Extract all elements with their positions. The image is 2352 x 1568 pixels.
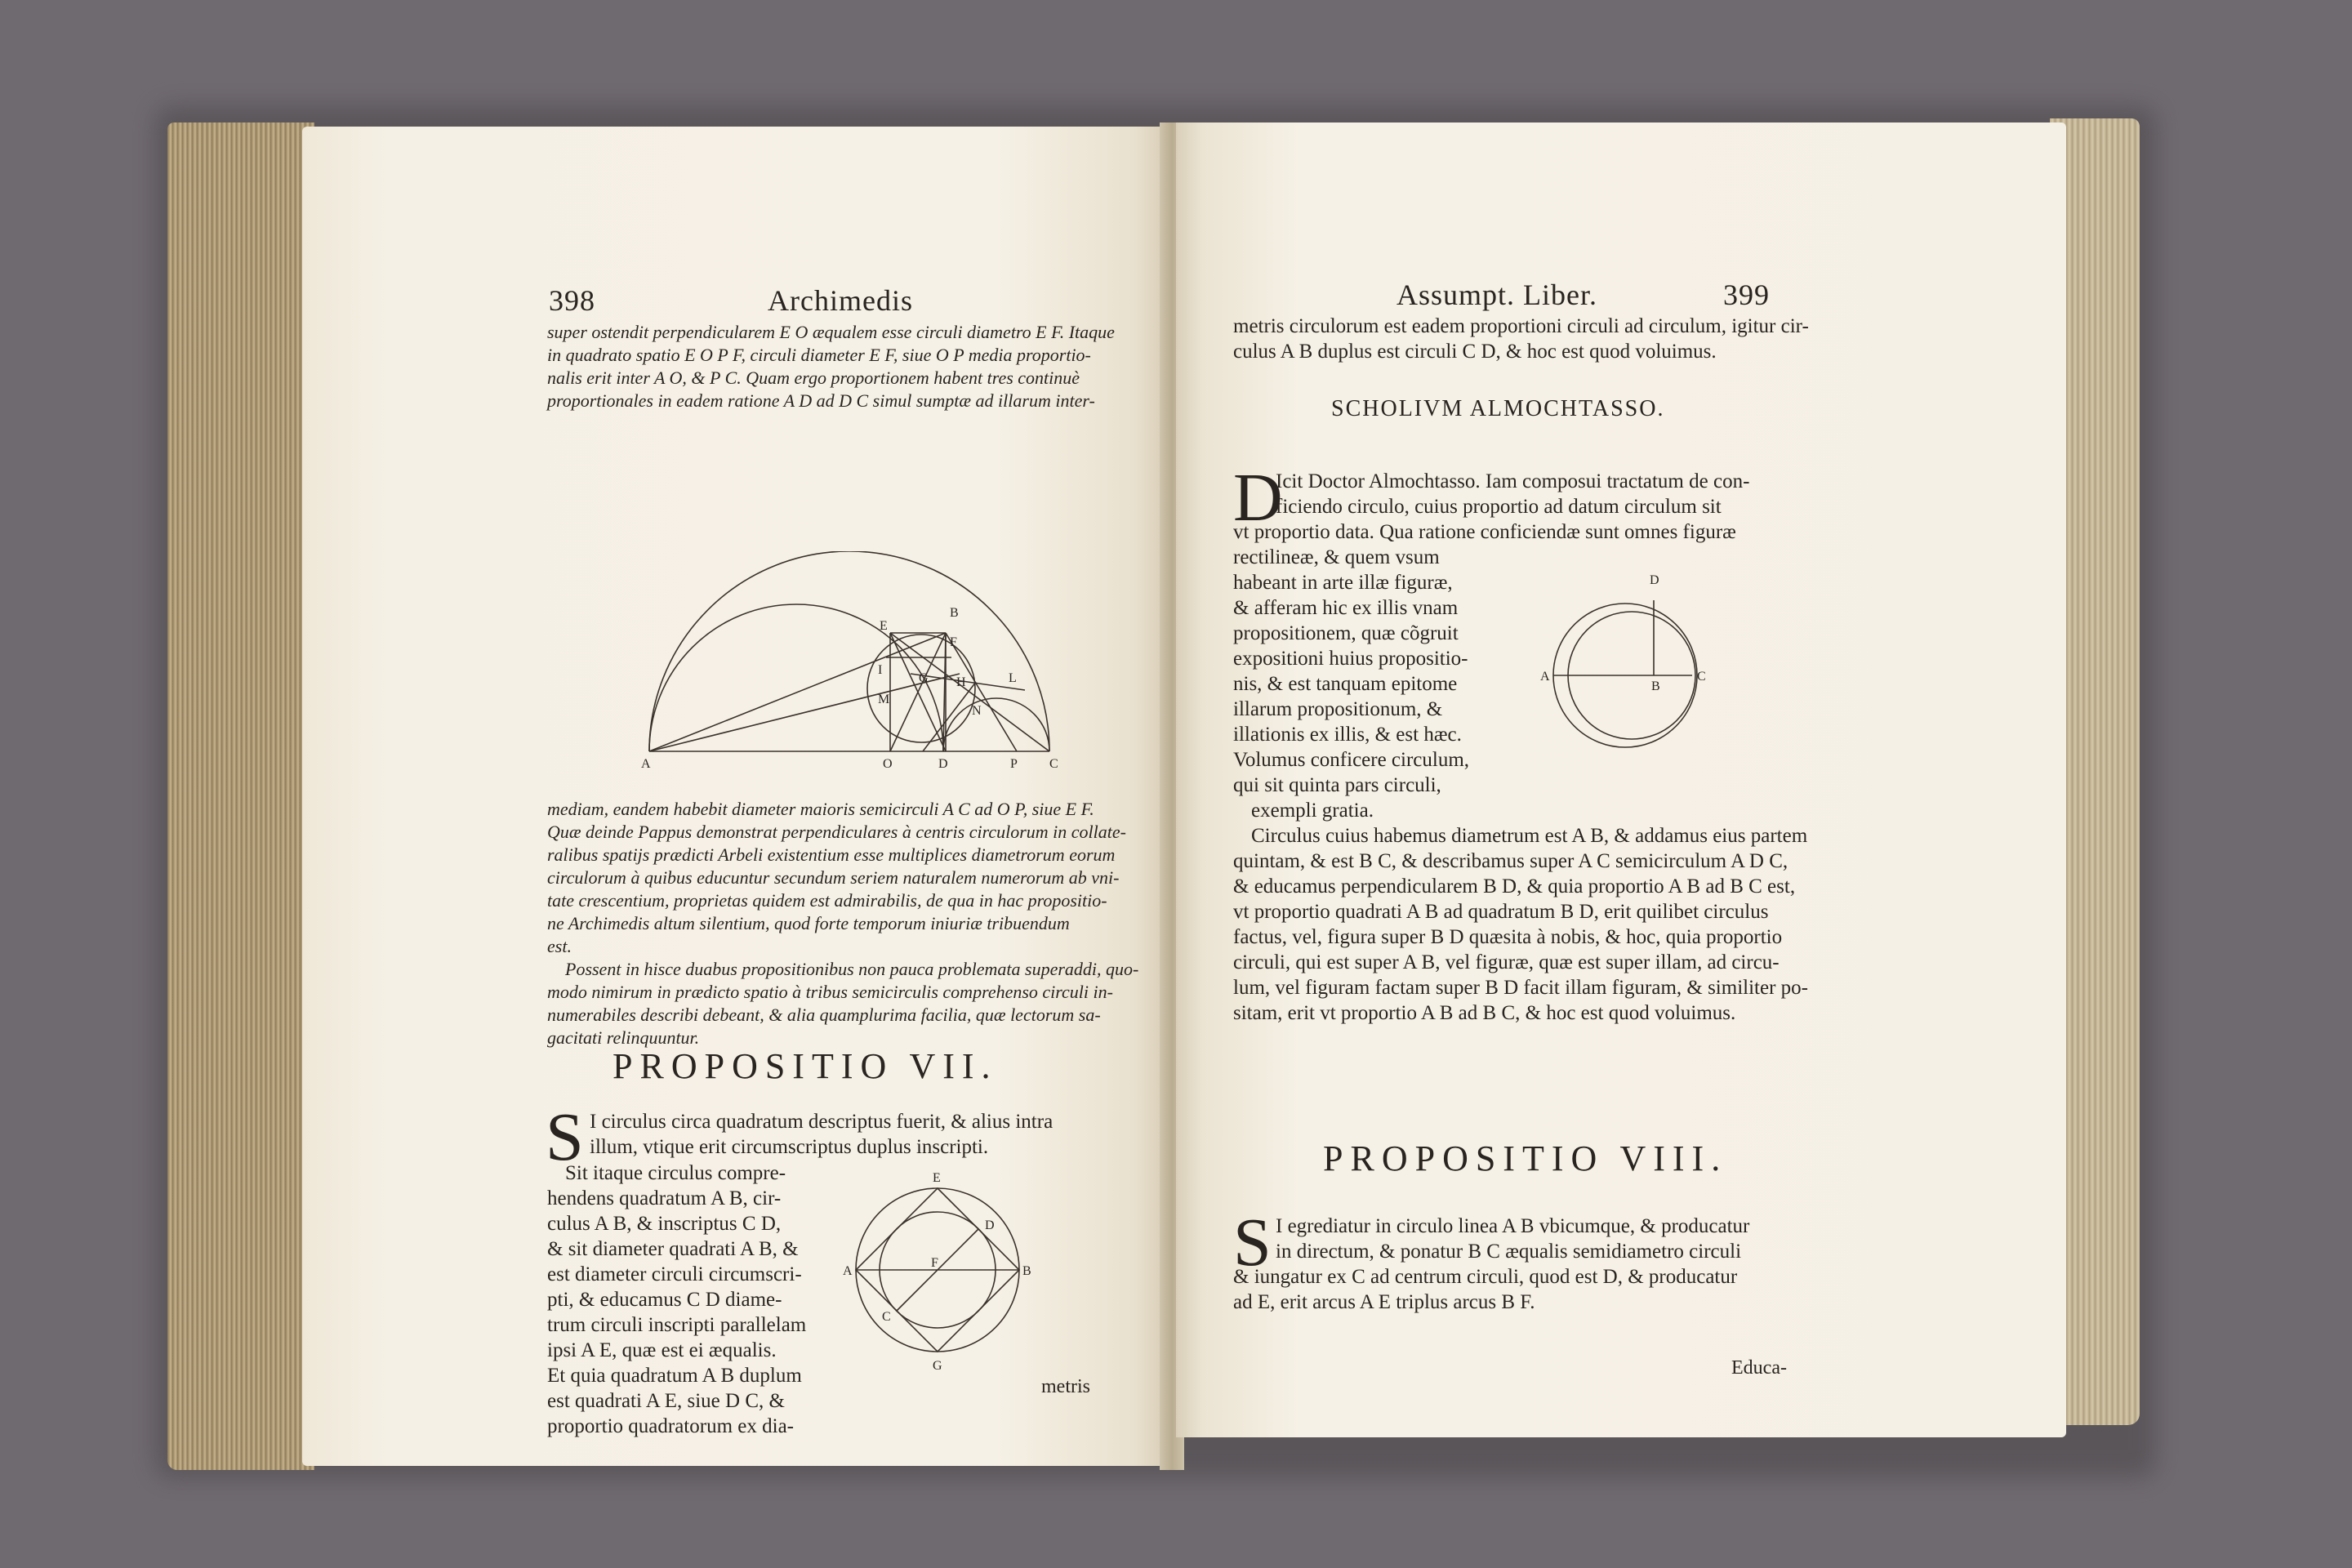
left-text-mid — [547, 798, 1143, 1049]
right-catchword: Educa- — [1731, 1357, 1787, 1379]
text-line: I egrediatur in circulo linea A B vbicumque, & producatur — [1276, 1215, 1750, 1237]
prop-viii-full-lines — [1233, 1264, 1821, 1315]
text-line: illarum propositionum, & — [1233, 698, 1443, 720]
right-running-head: Assumpt. Liber. — [1396, 278, 1597, 311]
large-semicircle — [649, 551, 1049, 751]
text-line: trum circuli inscripti parallelam — [547, 1314, 807, 1336]
text-line: Sit itaque circulus compre- — [565, 1162, 786, 1184]
text-line: numerabiles describi debeant, & alia quamplurima facilia, quæ lectorum sa- — [547, 1004, 1101, 1025]
label-b: B — [1022, 1264, 1031, 1278]
label-c: C — [882, 1310, 891, 1324]
small-semicircle — [943, 698, 1049, 751]
label-m: M — [878, 693, 890, 706]
text-line: & sit diameter quadrati A B, & — [547, 1238, 799, 1260]
dropcap-s-left: S — [546, 1099, 584, 1175]
text-line: ficiendo circulo, cuius proportio ad datum circulum sit — [1276, 496, 1722, 518]
diag-3 — [946, 633, 1017, 751]
scholium-title: SCHOLIVM ALMOCHTASSO. — [1331, 396, 1665, 421]
scholium-narrow — [1233, 545, 1503, 823]
text-line: ralibus spatijs prædicti Arbeli existentium esse multiplices diametrorum eorum — [547, 844, 1116, 865]
text-line: rectilineæ, & quem vsum — [1233, 546, 1440, 568]
prop-vii-body — [547, 1160, 825, 1439]
text-line: Icit Doctor Almochtasso. Iam composui tractatum de con- — [1276, 470, 1750, 492]
text-line: lum, vel figuram factam super B D facit illam figuram, & similiter po- — [1233, 977, 1808, 999]
label-a: A — [843, 1264, 853, 1278]
text-line: pti, & educamus C D diame- — [547, 1289, 782, 1311]
text-line: hendens quadratum A B, cir- — [547, 1187, 782, 1209]
af-line — [649, 633, 946, 751]
text-line: culus A B duplus est circuli C D, & hoc est quod voluimus. — [1233, 341, 1717, 363]
text-line: ne Archimedis altum silentium, quod forte temporum iniuriæ tribuendum — [547, 913, 1070, 933]
text-line: in directum, & ponatur B C æqualis semidiametro circuli — [1276, 1241, 1742, 1263]
prop-viii-lines — [1276, 1214, 1831, 1264]
dropcap-d: D — [1233, 460, 1283, 536]
text-line: sitam, erit vt proportio A B ad B C, & hoc est quod voluimus. — [1233, 1002, 1736, 1024]
label-b: B — [950, 606, 959, 620]
prop-vii-intro — [590, 1109, 1145, 1160]
text-line: gacitati relinquuntur. — [547, 1027, 700, 1048]
text-line: qui sit quinta pars circuli, — [1233, 774, 1441, 796]
text-line: est diameter circuli circumscri- — [547, 1263, 802, 1285]
left-catchword: metris — [1041, 1376, 1090, 1397]
arbelos-figure — [641, 551, 1066, 772]
text-line: propositionem, quæ cõgruit — [1233, 622, 1459, 644]
text-line: illum, vtique erit circumscriptus duplus inscripti. — [590, 1136, 989, 1158]
dropcap-s-right: S — [1233, 1205, 1272, 1281]
right-page — [1176, 122, 2066, 1437]
text-line: metris circulorum est eadem proportioni circuli ad circulum, igitur cir- — [1233, 315, 1809, 337]
text-line: super ostendit perpendicularem E O æqualem esse circuli diametro E F. Itaque — [547, 322, 1115, 342]
proposition-viii-title: PROPOSITIO VIII. — [1323, 1138, 1728, 1178]
label-a: A — [641, 757, 651, 771]
text-line: quintam, & est B C, & describamus super A C semicirculum A D C, — [1233, 850, 1788, 872]
label-a: A — [1540, 670, 1550, 684]
text-line: vt proportio quadrati A B ad quadratum B D, erit quilibet circulus — [1233, 901, 1769, 923]
text-line: & afferam hic ex illis vnam — [1233, 597, 1459, 619]
text-line: Volumus conficere circulum, — [1233, 749, 1470, 771]
left-text-top — [547, 321, 1119, 412]
right-text-top — [1233, 314, 1809, 364]
label-f: F — [931, 1256, 938, 1270]
label-g: G — [919, 671, 929, 685]
text-line: habeant in arte illæ figuræ, — [1233, 572, 1453, 594]
label-c: C — [1697, 670, 1706, 684]
left-page-number: 398 — [549, 284, 595, 317]
scholium-full — [1233, 823, 1821, 1026]
label-d: D — [1650, 573, 1659, 587]
left-page — [302, 127, 1168, 1466]
label-c: C — [1049, 757, 1058, 771]
label-i: I — [878, 663, 883, 677]
left-page-edges — [167, 122, 314, 1470]
text-line: vt proportio data. Qua ratione conficiendæ sunt omnes figuræ — [1233, 521, 1736, 543]
text-line: factus, vel, figura super B D quæsita à nobis, & hoc, quia proportio — [1233, 926, 1783, 948]
text-line: ad E, erit arcus A E triplus arcus B F. — [1233, 1291, 1535, 1313]
text-line: Et quia quadratum A B duplum — [547, 1365, 802, 1387]
label-g: G — [933, 1359, 942, 1373]
scholium-intro — [1276, 469, 1815, 519]
proposition-vii-title: PROPOSITIO VII. — [612, 1046, 998, 1086]
text-line: illationis ex illis, & est hæc. — [1233, 724, 1462, 746]
label-e: E — [880, 619, 888, 633]
text-line: & educamus perpendicularem B D, & quia proportio A B ad B C est, — [1233, 875, 1796, 898]
label-l: L — [1009, 671, 1017, 685]
text-line: & iungatur ex C ad centrum circuli, quod est D, & producatur — [1233, 1266, 1738, 1288]
text-line: est. — [547, 936, 572, 956]
label-h: H — [956, 675, 966, 689]
ec-line — [890, 633, 1049, 751]
text-line: ipsi A E, quæ est ei æqualis. — [547, 1339, 777, 1361]
text-line: circulorum à quibus educuntur secundum seriem naturalem numerorum ab vni- — [547, 867, 1120, 888]
text-line: est quadrati A E, siue D C, & — [547, 1390, 785, 1412]
text-line: in quadrato spatio E O P F, circuli diameter E F, siue O P media proportio- — [547, 345, 1091, 365]
text-line: nis, & est tanquam epitome — [1233, 673, 1458, 695]
label-d: D — [938, 757, 948, 771]
a-chord — [649, 674, 960, 751]
right-page-number: 399 — [1723, 278, 1770, 311]
text-line: exempli gratia. — [1251, 800, 1374, 822]
text-line: mediam, eandem habebit diameter maioris semicirculi A C ad O P, siue E F. — [547, 799, 1094, 819]
text-line: proportio quadratorum ex dia- — [547, 1415, 794, 1437]
text-line: expositioni huius propositio- — [1233, 648, 1468, 670]
text-line: circuli, qui est super A B, vel figuræ, quæ est super illam, ad circu- — [1233, 951, 1780, 973]
text-line: Possent in hisce duabus propositionibus non pauca problemata superaddi, quo- — [565, 959, 1139, 979]
label-b: B — [1651, 679, 1660, 693]
label-p: P — [1010, 757, 1018, 771]
text-line: tate crescentium, proprietas quidem est admirabilis, de qua in hac propositio- — [547, 890, 1107, 911]
text-line: culus A B, & inscriptus C D, — [547, 1213, 782, 1235]
label-d: D — [985, 1218, 995, 1232]
label-n: N — [972, 704, 982, 718]
text-line: proportionales in eadem ratione A D ad D C simul sumptæ ad illarum inter- — [547, 390, 1095, 411]
text-line: nalis erit inter A O, & P C. Quam ergo proportionem habent tres continuè — [547, 368, 1080, 388]
two-circles-figure — [1535, 568, 1748, 755]
text-line: Quæ deinde Pappus demonstrat perpendiculares à centris circulorum in collate- — [547, 822, 1126, 842]
left-running-head: Archimedis — [768, 284, 913, 317]
scholium-line3 — [1233, 519, 1821, 545]
text-line: modo nimirum in prædicto spatio à tribus semicirculis comprehenso circuli in- — [547, 982, 1113, 1002]
label-e: E — [933, 1171, 941, 1185]
text-line: Circulus cuius habemus diametrum est A B, & addamus eius partem — [1251, 825, 1808, 847]
label-o: O — [883, 757, 893, 771]
text-line: I circulus circa quadratum descriptus fuerit, & alius intra — [590, 1111, 1054, 1133]
label-f: F — [950, 635, 957, 649]
square-circle-figure — [841, 1164, 1037, 1384]
